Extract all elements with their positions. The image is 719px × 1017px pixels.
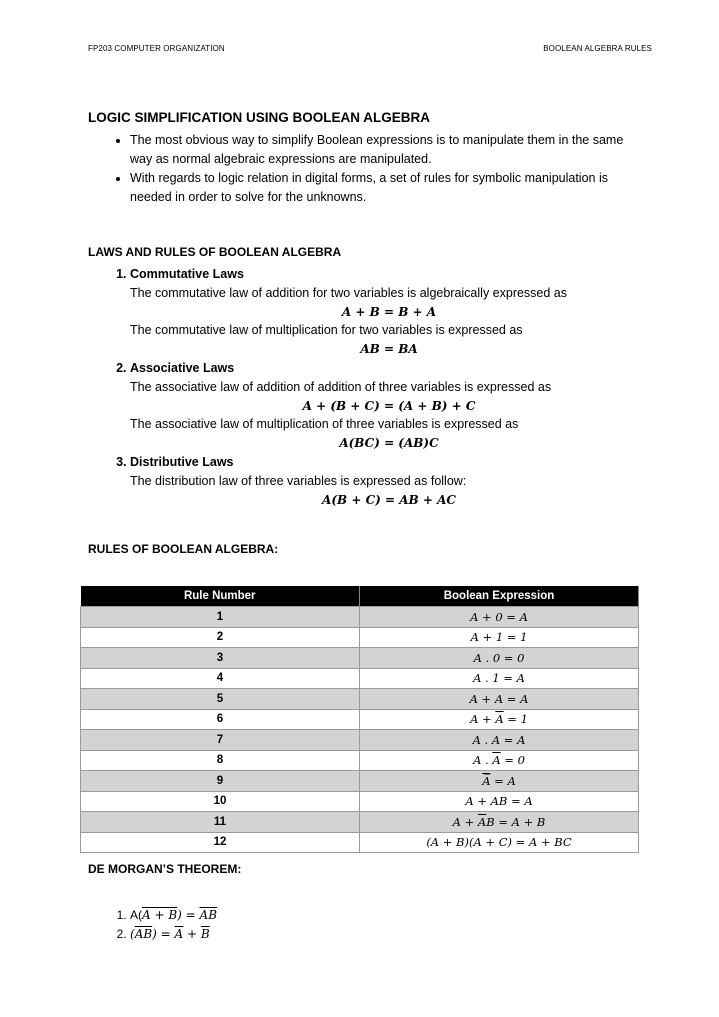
expr-complement: $\overline{A}$: [477, 814, 487, 829]
law-title: Commutative Laws: [130, 267, 244, 281]
law-equation: A + B = B + A: [341, 304, 437, 319]
column-header: Rule Number: [81, 586, 360, 607]
table-row: [81, 730, 639, 751]
rule-number: 7: [81, 730, 360, 751]
table-row: [81, 791, 639, 812]
table-row: [81, 607, 639, 628]
table-header-row: [81, 586, 639, 607]
expr-part: = 0: [500, 753, 525, 768]
demorgan-item: [130, 925, 217, 944]
table-row: [81, 750, 639, 771]
expr-complement: $\overline{AB}$: [134, 927, 153, 941]
law-item: [130, 265, 648, 359]
law-equation: AB = BA: [360, 342, 418, 357]
section-title: LAWS AND RULES OF BOOLEAN ALGEBRA: [88, 245, 342, 259]
expr-part: ) =: [152, 927, 175, 941]
table-row: [81, 812, 639, 833]
page-header-right: BOOLEAN ALGEBRA RULES: [543, 44, 652, 53]
law-title: Associative Laws: [130, 360, 235, 375]
rule-expression: [360, 750, 639, 771]
rule-number: 5: [81, 689, 360, 710]
expr-part: A +: [452, 814, 478, 829]
rule-expression: A + 1 = 1: [360, 627, 639, 648]
rule-number: 6: [81, 709, 360, 730]
demorgan-list: [88, 906, 217, 944]
rule-number: 9: [81, 771, 360, 792]
rule-expression: [360, 812, 639, 833]
expr-part: B = A + B: [486, 814, 546, 829]
law-equation: A(B + C) = AB + AC: [322, 492, 456, 507]
page-header-left: FP203 COMPUTER ORGANIZATION: [88, 44, 225, 53]
expr-complement: $\overline{A}$: [495, 712, 504, 727]
expr-complement: $\overline{A}$: [199, 908, 209, 922]
expr-complement: $\overline{B}$: [208, 908, 218, 922]
table-row: [81, 832, 639, 853]
law-description: The associative law of addition of addition of three variables is expressed as: [130, 379, 552, 394]
rule-number: 2: [81, 627, 360, 648]
expr-part: = 1: [503, 712, 528, 727]
table-row: [81, 668, 639, 689]
expr-part: A +: [470, 712, 496, 727]
table-row: [81, 771, 639, 792]
section-title: RULES OF BOOLEAN ALGEBRA:: [88, 542, 279, 557]
law-description: The associative law of multiplication of three variables is expressed as: [130, 417, 519, 432]
section-title: LOGIC SIMPLIFICATION USING BOOLEAN ALGEBRA: [88, 110, 430, 125]
rule-expression: A + 0 = A: [360, 607, 639, 628]
law-equation: A + (B + C) = (A + B) + C: [302, 398, 476, 413]
document-body: [88, 110, 648, 556]
expr-part: (: [130, 927, 135, 941]
expr-part: A(: [130, 908, 142, 922]
rule-expression: [360, 771, 639, 792]
section-title: DE MORGAN’S THEOREM:: [88, 862, 242, 876]
column-header: Boolean Expression: [360, 586, 639, 607]
table-row: [81, 648, 639, 669]
expr-part: +: [183, 927, 201, 941]
rule-number: 8: [81, 750, 360, 771]
expr-part: ) =: [177, 908, 200, 922]
demorgan-item: [130, 906, 217, 925]
rule-expression: A + A = A: [360, 689, 639, 710]
bullet-item: • The most obvious way to simplify Boolean expressions is to manipulate them in the same way as normal algebraic expressions are manipulated.: [130, 131, 648, 169]
law-equation: A(BC) = (AB)C: [339, 436, 439, 451]
intro-bullets: [88, 131, 648, 207]
table-row: [81, 709, 639, 730]
rule-number: 3: [81, 648, 360, 669]
rule-expression: A + AB = A: [360, 791, 639, 812]
law-title: Distributive Laws: [130, 454, 234, 469]
laws-list: [88, 265, 648, 509]
rule-number: 10: [81, 791, 360, 812]
expr-part: = A: [490, 773, 516, 788]
expr-complement: A̅: [482, 773, 491, 788]
expr-complement: A + B: [142, 908, 178, 922]
rule-number: 11: [81, 812, 360, 833]
law-item: [130, 359, 648, 453]
bullet-item: • With regards to logic relation in digital forms, a set of rules for symbolic manipulation is needed in order to solve for the unknowns.: [130, 169, 648, 207]
rule-number: 1: [81, 607, 360, 628]
rule-expression: [360, 709, 639, 730]
expr-part: A .: [473, 753, 493, 768]
expr-complement: $\overline{A}$: [492, 753, 501, 768]
law-description: The commutative law of multiplication for two variables is expressed as: [130, 323, 523, 338]
table-row: [81, 627, 639, 648]
rule-number: 12: [81, 832, 360, 853]
table-row: [81, 689, 639, 710]
rule-number: 4: [81, 668, 360, 689]
rule-expression: (A + B)(A + C) = A + BC: [360, 832, 639, 853]
expr-complement: $\overline{A}$: [174, 927, 184, 941]
rules-table: [80, 586, 639, 853]
expr-complement: $\overline{B}$: [200, 927, 210, 941]
law-description: The commutative law of addition for two variables is algebraically expressed as: [130, 285, 568, 300]
rule-expression: A . 0 = 0: [360, 648, 639, 669]
rule-expression: A . 1 = A: [360, 668, 639, 689]
law-item: [130, 453, 648, 509]
rule-expression: A . A = A: [360, 730, 639, 751]
law-description: The distribution law of three variables is expressed as follow:: [130, 473, 467, 488]
